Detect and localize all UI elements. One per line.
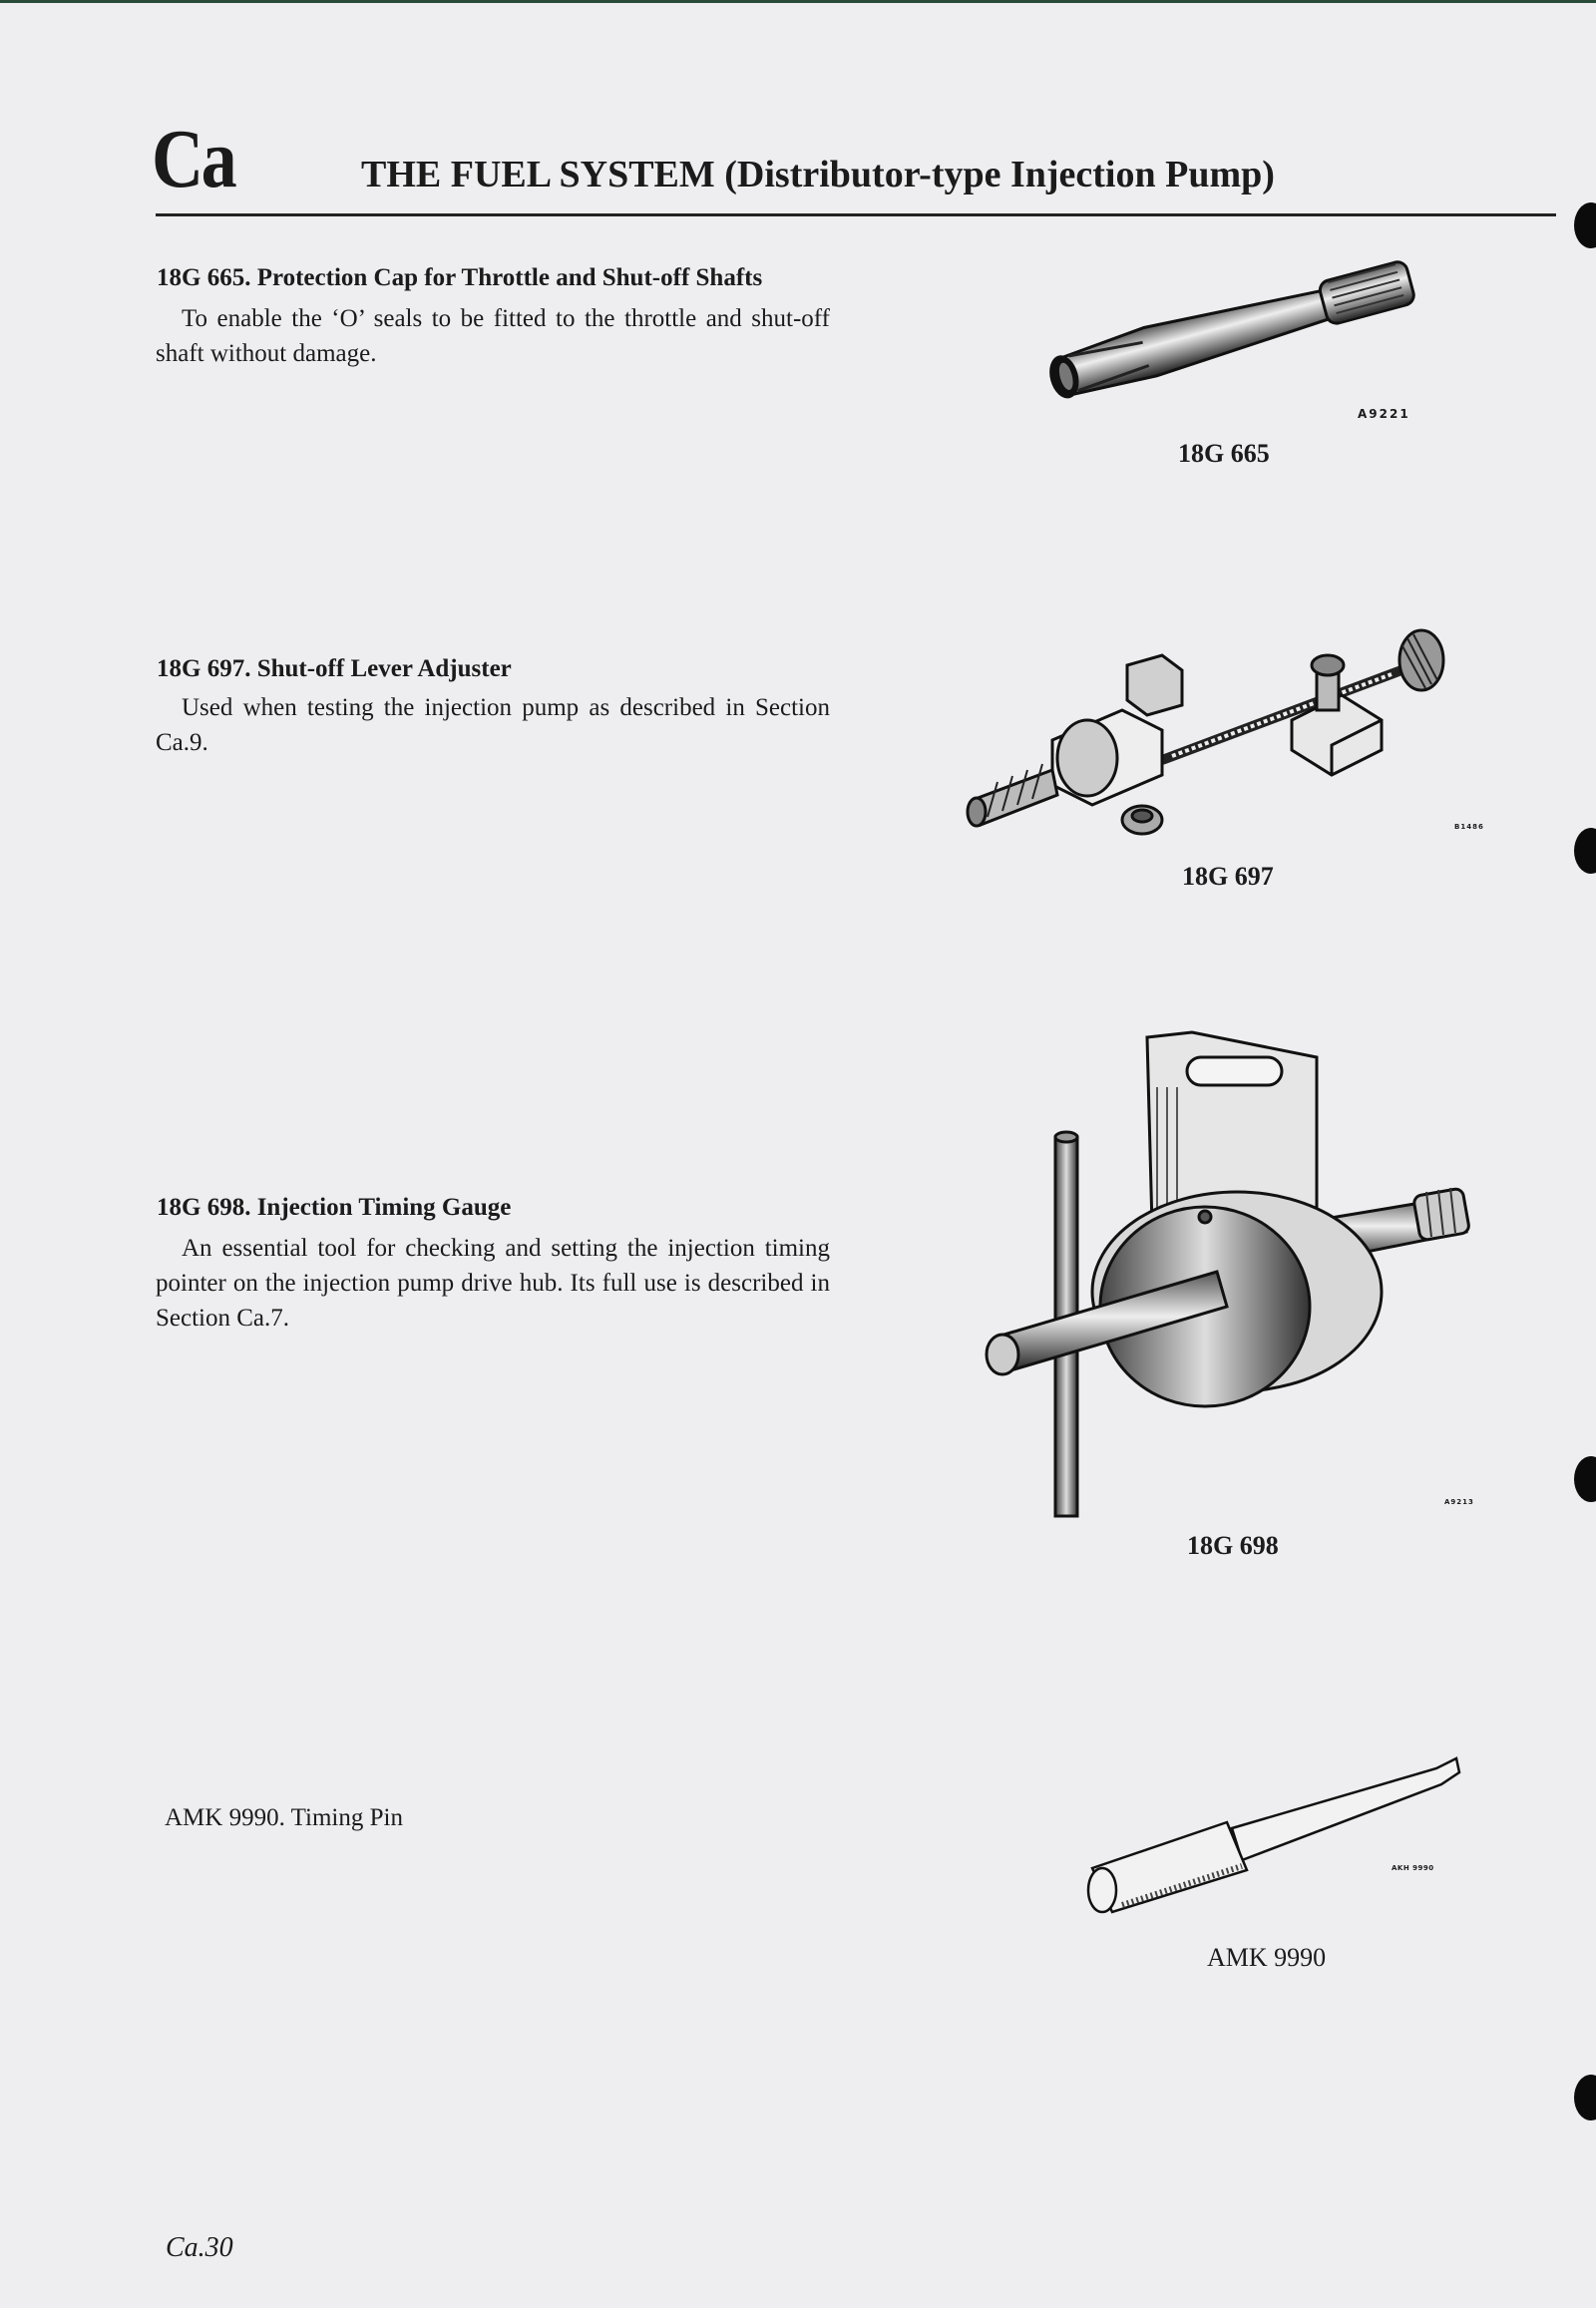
page-title: THE FUEL SYSTEM (Distributor-type Injection Pump): [361, 154, 1275, 195]
binder-hole: [1574, 828, 1596, 874]
tool-heading-18g698: 18G 698. Injection Timing Gauge: [157, 1194, 512, 1221]
page-top-edge: [0, 0, 1596, 3]
tool-heading-amk9990: AMK 9990. Timing Pin: [165, 1804, 403, 1831]
tool-description-18g665: [156, 301, 830, 371]
binder-hole: [1574, 2075, 1596, 2120]
description-text: Used when testing the injection pump as described in Section Ca.9.: [156, 694, 830, 756]
section-code: Ca: [152, 113, 235, 205]
caption-18g697: 18G 697: [1182, 862, 1274, 891]
caption-18g665: 18G 665: [1178, 439, 1270, 468]
description-text: To enable the ‘O’ seals to be fitted to the throttle and shut-off shaft without damage.: [156, 305, 830, 367]
caption-18g698: 18G 698: [1187, 1531, 1279, 1560]
binder-hole: [1574, 1456, 1596, 1502]
lever-adjuster-illustration: [963, 610, 1521, 850]
tool-heading-18g665: 18G 665. Protection Cap for Throttle and Shut-off Shafts: [157, 264, 763, 291]
tool-description-18g697: [156, 690, 830, 760]
protection-cap-illustration: [1027, 244, 1426, 414]
caption-amk9990: AMK 9990: [1207, 1943, 1327, 1972]
ref-code-18g665: A9221: [1358, 407, 1410, 421]
ref-code-18g697: B1486: [1454, 823, 1484, 831]
timing-pin-illustration: [1082, 1750, 1471, 1915]
tool-description-18g698: [156, 1231, 830, 1336]
ref-code-18g698: A9213: [1444, 1498, 1474, 1506]
ref-code-amk9990: AKH 9990: [1392, 1864, 1434, 1872]
binder-hole: [1574, 202, 1596, 248]
header-rule: [156, 213, 1556, 216]
page-number: Ca.30: [166, 2232, 233, 2263]
description-text: An essential tool for checking and setting the injection timing pointer on the injection pump drive hub. Its full use is described in Section Ca.7.: [156, 1235, 830, 1332]
timing-gauge-illustration: [978, 1027, 1516, 1526]
tool-heading-18g697: 18G 697. Shut-off Lever Adjuster: [157, 655, 512, 682]
